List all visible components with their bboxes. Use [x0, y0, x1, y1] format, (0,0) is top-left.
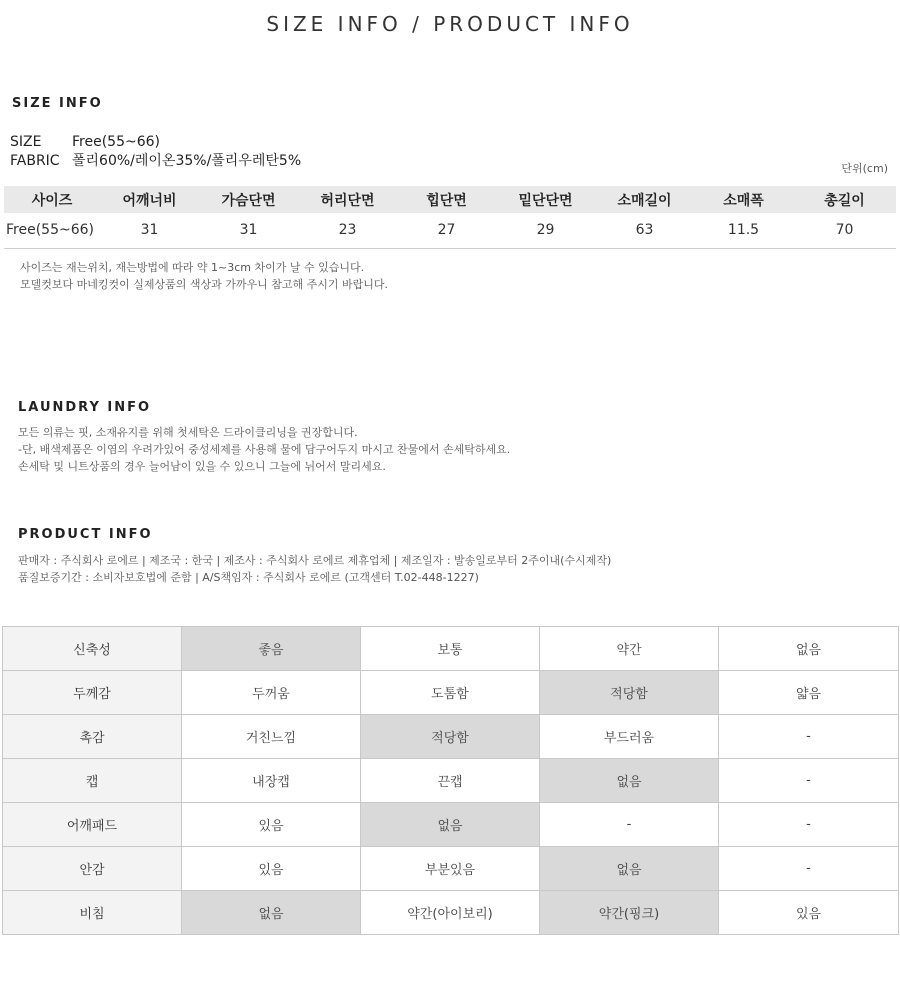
property-option: -	[719, 847, 899, 891]
property-row	[3, 891, 899, 935]
size-table-header	[4, 186, 896, 213]
property-option-selected: 없음	[182, 891, 361, 935]
property-option-selected: 없음	[540, 847, 719, 891]
property-label: 어깨패드	[3, 803, 182, 847]
property-option: 없음	[719, 627, 899, 671]
property-row	[3, 803, 899, 847]
property-row	[3, 715, 899, 759]
size-info-heading: SIZE INFO	[12, 96, 103, 111]
size-cell: 63	[595, 213, 694, 248]
property-option: 얇음	[719, 671, 899, 715]
property-option-selected: 약간(핑크)	[540, 891, 719, 935]
property-option: -	[719, 715, 899, 759]
property-option: 끈캡	[361, 759, 540, 803]
size-spec	[10, 134, 160, 150]
property-option: -	[719, 759, 899, 803]
fabric-value: 폴리60%/레이온35%/폴리우레탄5%	[72, 153, 302, 169]
property-table	[2, 626, 899, 935]
size-table	[4, 186, 896, 249]
property-label: 캡	[3, 759, 182, 803]
property-label: 두께감	[3, 671, 182, 715]
size-table-row	[4, 213, 896, 248]
size-header-cell: 허리단면	[298, 186, 397, 213]
property-option-selected: 적당함	[361, 715, 540, 759]
property-row	[3, 627, 899, 671]
size-header-cell: 어깨너비	[100, 186, 199, 213]
size-note-line: 모델컷보다 마네킹컷이 실제상품의 색상과 가까우니 참고해 주시기 바랍니다.	[20, 278, 389, 291]
laundry-notes	[18, 424, 510, 475]
property-option: 약간	[540, 627, 719, 671]
size-cell: 29	[496, 213, 595, 248]
size-header-cell: 소매길이	[595, 186, 694, 213]
unit-label: 단위(cm)	[841, 162, 888, 175]
property-row	[3, 671, 899, 715]
product-notes	[18, 552, 611, 586]
size-cell: 27	[397, 213, 496, 248]
property-row	[3, 847, 899, 891]
product-line: 판매자 : 주식회사 로에르 | 제조국 : 한국 | 제조사 : 주식회사 로에르 제휴업체 | 제조일자 : 발송일로부터 2주이내(수시제작)	[18, 554, 612, 567]
product-line: 품질보증기간 : 소비자보호법에 준함 | A/S책임자 : 주식회사 로에르 (고객센터 T.02-448-1227)	[18, 571, 479, 584]
property-row	[3, 759, 899, 803]
property-label: 안감	[3, 847, 182, 891]
page-title: SIZE INFO / PRODUCT INFO	[266, 12, 634, 36]
property-option: 있음	[182, 803, 361, 847]
property-option: 부분있음	[361, 847, 540, 891]
size-cell: 31	[199, 213, 298, 248]
size-cell: 70	[793, 213, 896, 248]
size-cell: 31	[100, 213, 199, 248]
size-cell: 23	[298, 213, 397, 248]
property-option: 내장캡	[182, 759, 361, 803]
property-option-selected: 없음	[361, 803, 540, 847]
size-header-cell: 힙단면	[397, 186, 496, 213]
size-header-cell: 총길이	[793, 186, 896, 213]
fabric-spec	[10, 150, 301, 170]
property-option: 거친느낌	[182, 715, 361, 759]
laundry-info-heading: LAUNDRY INFO	[18, 400, 152, 415]
property-label: 비침	[3, 891, 182, 935]
size-header-cell: 소매폭	[694, 186, 793, 213]
laundry-line: -단, 배색제품은 이염의 우려가있어 중성세제를 사용해 물에 담구어두지 마시고 찬물에서 손세탁하세요.	[18, 443, 511, 456]
size-cell: Free(55~66)	[4, 213, 100, 248]
property-option: 약간(아이보리)	[361, 891, 540, 935]
property-option: 있음	[182, 847, 361, 891]
property-option: -	[719, 803, 899, 847]
size-value: Free(55~66)	[72, 134, 160, 150]
size-key: SIZE	[10, 134, 42, 150]
property-label: 신축성	[3, 627, 182, 671]
size-header-cell: 가슴단면	[199, 186, 298, 213]
property-option: 있음	[719, 891, 899, 935]
size-header-cell: 밑단단면	[496, 186, 595, 213]
property-label: 촉감	[3, 715, 182, 759]
laundry-line: 모든 의류는 핏, 소재유지를 위해 첫세탁은 드라이클리닝을 권장합니다.	[18, 426, 358, 439]
product-info-heading: PRODUCT INFO	[18, 527, 153, 542]
size-note-line: 사이즈는 재는위치, 재는방법에 따라 약 1~3cm 차이가 날 수 있습니다.	[20, 261, 365, 274]
size-cell: 11.5	[694, 213, 793, 248]
fabric-key: FABRIC	[10, 153, 60, 169]
property-option: 부드러움	[540, 715, 719, 759]
property-option: 도톰함	[361, 671, 540, 715]
property-option: 보통	[361, 627, 540, 671]
property-option: -	[540, 803, 719, 847]
property-option-selected: 없음	[540, 759, 719, 803]
size-header-cell: 사이즈	[4, 186, 100, 213]
property-option-selected: 적당함	[540, 671, 719, 715]
size-notes	[20, 259, 388, 293]
property-option: 두꺼움	[182, 671, 361, 715]
laundry-line: 손세탁 및 니트상품의 경우 늘어남이 있을 수 있으니 그늘에 뉘어서 말리세요.	[18, 460, 386, 473]
property-option-selected: 좋음	[182, 627, 361, 671]
